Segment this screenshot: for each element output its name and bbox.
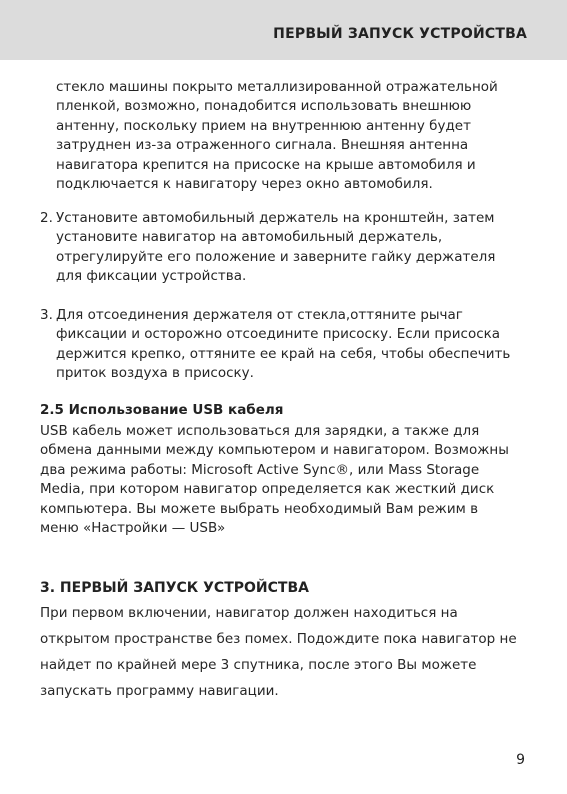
text-line: фиксации и осторожно отсоедините присоску. Если присоска [56, 326, 501, 343]
page-header [0, 0, 567, 60]
text-line: держится крепко, оттяните ее край на себя, чтобы обеспечить [56, 345, 511, 362]
text-line: затруднен из-за отраженного сигнала. Внешняя антенна [56, 137, 469, 154]
text-line: открытом пространстве без помех. Подождите пока навигатор не [40, 631, 517, 647]
continuation-paragraph [56, 78, 526, 194]
list-number: 3. [40, 307, 53, 323]
first-start-heading: 3. ПЕРВЫЙ ЗАПУСК УСТРОЙСТВА [40, 580, 309, 596]
text-line: подключается к навигатору через окно автомобиля. [56, 176, 433, 193]
text-line: навигатора крепится на присоске на крыше автомобиля и [56, 156, 476, 173]
text-line: Media, при котором навигатор определяется как жесткий диск [40, 481, 495, 498]
page-number: 9 [516, 752, 525, 768]
text-line: антенну, поскольку прием на внутреннюю антенну будет [56, 117, 471, 134]
text-line: установите навигатор на автомобильный держатель, [56, 229, 443, 246]
text-line: приток воздуха в присоску. [56, 365, 254, 382]
text-line: отрегулируйте его положение и заверните гайку держателя [56, 248, 496, 265]
list-item-3 [40, 306, 530, 384]
text-line: меню «Настройки — USB» [40, 520, 226, 537]
text-line: пленкой, возможно, понадобится использовать внешнюю [56, 98, 472, 115]
text-line: запускать программу навигации. [40, 683, 279, 699]
list-item-2 [40, 209, 530, 287]
text-line: стекло машины покрыто металлизированной отражательной [56, 79, 498, 95]
text-line: найдет по крайней мере 3 спутника, после этого Вы можете [40, 657, 477, 673]
text-line: Для отсоединения держателя от стекла,оттяните рычаг [56, 307, 463, 323]
list-number: 2. [40, 210, 53, 226]
usb-paragraph [40, 422, 530, 538]
text-line: компьютера. Вы можете выбрать необходимый Вам режим в [40, 500, 479, 517]
header-title: ПЕРВЫЙ ЗАПУСК УСТРОЙСТВА [273, 26, 527, 42]
text-line: Установите автомобильный держатель на кронштейн, затем [56, 210, 495, 226]
text-line: При первом включении, навигатор должен находиться на [40, 605, 458, 621]
text-line: для фиксации устройства. [56, 268, 247, 285]
usb-section-title: 2.5 Использование USB кабеля [40, 402, 284, 418]
text-line: обмена данными между компьютером и навигатором. Возможны [40, 442, 509, 459]
text-line: два режима работы: Microsoft Active Sync®, или Mass Storage [40, 461, 480, 478]
first-start-paragraph [40, 600, 530, 704]
text-line: USB кабель может использоваться для зарядки, а также для [40, 423, 480, 439]
